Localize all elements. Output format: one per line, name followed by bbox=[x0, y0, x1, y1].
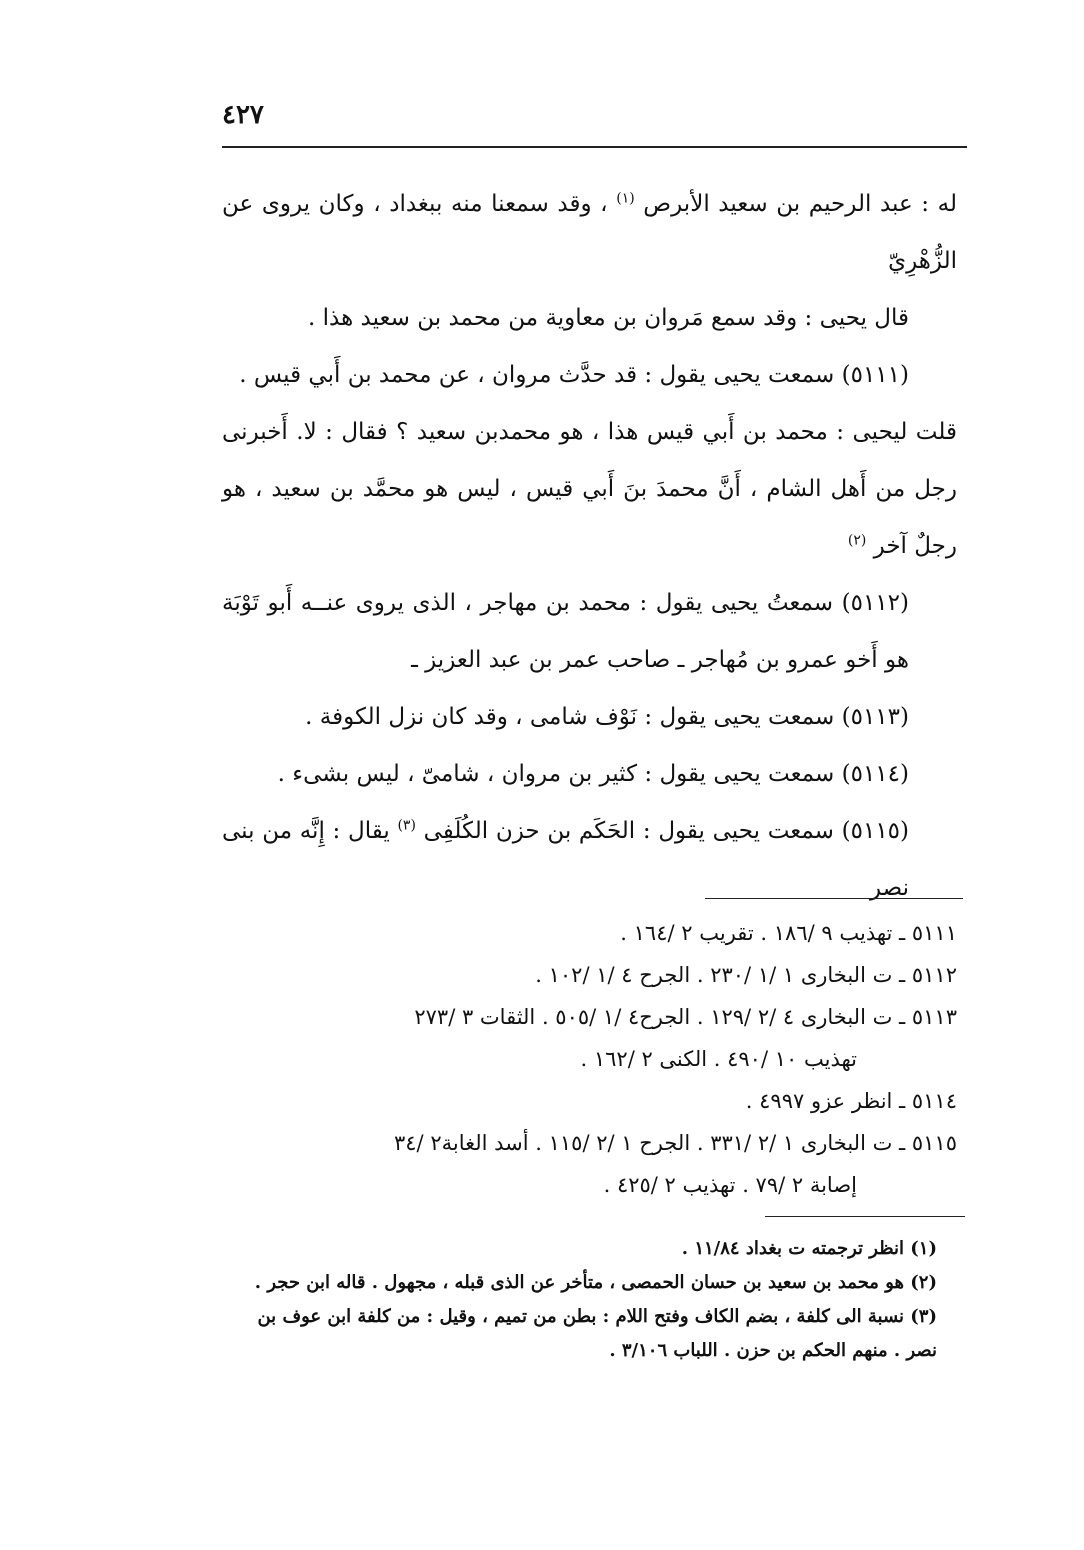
reference-line: ٥١١٤ ـ انظر عزو ٤٩٩٧ . bbox=[745, 1089, 957, 1113]
paragraph: (٥١١٣) سمعت يحيى يقول : نَوْف شامى ، وقد كان نزل الكوفة . bbox=[305, 704, 909, 730]
paragraph: (٥١١٢) سمعتُ يحيى يقول : محمد بن مهاجر ، الذى يروى عنــه أَبو تَوْبَة هو أَخو عمرو بن مُهاجر ـ صاحب عمر بن عبد العزيز ـ bbox=[222, 590, 909, 673]
page-number: ٤٢٧ bbox=[222, 100, 264, 130]
footnotes-rule bbox=[765, 1216, 965, 1217]
footnote-marker: (٣) bbox=[397, 817, 416, 834]
reference-line: ٥١١٣ ـ ت البخارى ٤ /٢ /١٢٩ . الجرح٤ /١ /٥٠٥ . الثقات ٣ /٢٧٣ bbox=[414, 1005, 957, 1029]
reference-line: إصابة ٢ /٧٩ . تهذيب ٢ /٤٢٥ . bbox=[603, 1173, 857, 1197]
footnote-marker: (٢) bbox=[847, 532, 867, 549]
reference-line: ٥١١٥ ـ ت البخارى ١ /٢ /٣٣١ . الجرح ١ /٢ /١١٥ . أسد الغابة٢ /٣٤ bbox=[393, 1131, 957, 1155]
reference-line: ٥١١١ ـ تهذيب ٩ /١٨٦ . تقريب ٢ /١٦٤ . bbox=[620, 921, 957, 945]
footnote-marker: (١) bbox=[616, 190, 635, 207]
footnote: (٣) نسبة الى كلفة ، بضم الكاف وفتح اللام : بطن من تميم ، وقيل : من كلفة ابن عوف بن نصر . منهم الحكم بن حزن . اللباب ٣/١٠٦ . bbox=[257, 1306, 937, 1361]
paragraph: قلت ليحيى : محمد بن أَبي قيس هذا ، هو محمدبن سعيد ؟ فقال : لا. أَخبرنى رجل من أَهل الشام ، أَنَّ محمدَ بنَ أَبي قيس ، ليس هو محمَّد بن سعيد ، هو رجلٌ آخر $^{(٢)}$ bbox=[222, 419, 957, 559]
footnote: (١) انظر ترجمته ت بغداد ١١/٨٤ . bbox=[681, 1238, 937, 1259]
footnote: (٢) هو محمد بن سعيد بن حسان الحمصى ، متأخر عن الذى قبله ، مجهول . قاله ابن حجر . bbox=[254, 1272, 937, 1293]
header-rule bbox=[222, 146, 967, 148]
paragraph: (٥١١١) سمعت يحيى يقول : قد حدَّث مروان ، عن محمد بن أَبي قيس . bbox=[239, 362, 909, 388]
references-rule bbox=[705, 898, 963, 899]
paragraph: (٥١١٤) سمعت يحيى يقول : كثير بن مروان ، شامىّ ، ليس بشىء . bbox=[277, 761, 909, 787]
paragraph: له : عبد الرحيم بن سعيد الأبرص $^{(١)}$ ، وقد سمعنا منه ببغداد ، وكان يروى عن الزُّهْرِيّ bbox=[222, 190, 958, 274]
footnotes bbox=[222, 1232, 957, 1368]
main-text bbox=[222, 176, 957, 917]
reference-line: تهذيب ١٠ /٤٩٠ . الكنى ٢ /١٦٢ . bbox=[580, 1047, 857, 1071]
references bbox=[222, 912, 957, 1206]
reference-line: ٥١١٢ ـ ت البخارى ١ /١ /٢٣٠ . الجرح ٤ /١ /١٠٢ . bbox=[535, 963, 957, 987]
paragraph: (٥١١٥) سمعت يحيى يقول : الحَكَم بن حزن الكُلَفِى $^{(٣)}$ يقال : إِنَّه من بنى نصر bbox=[222, 817, 910, 901]
paragraph: قال يحيى : وقد سمع مَروان بن معاوية من محمد بن سعيد هذا . bbox=[308, 305, 909, 331]
